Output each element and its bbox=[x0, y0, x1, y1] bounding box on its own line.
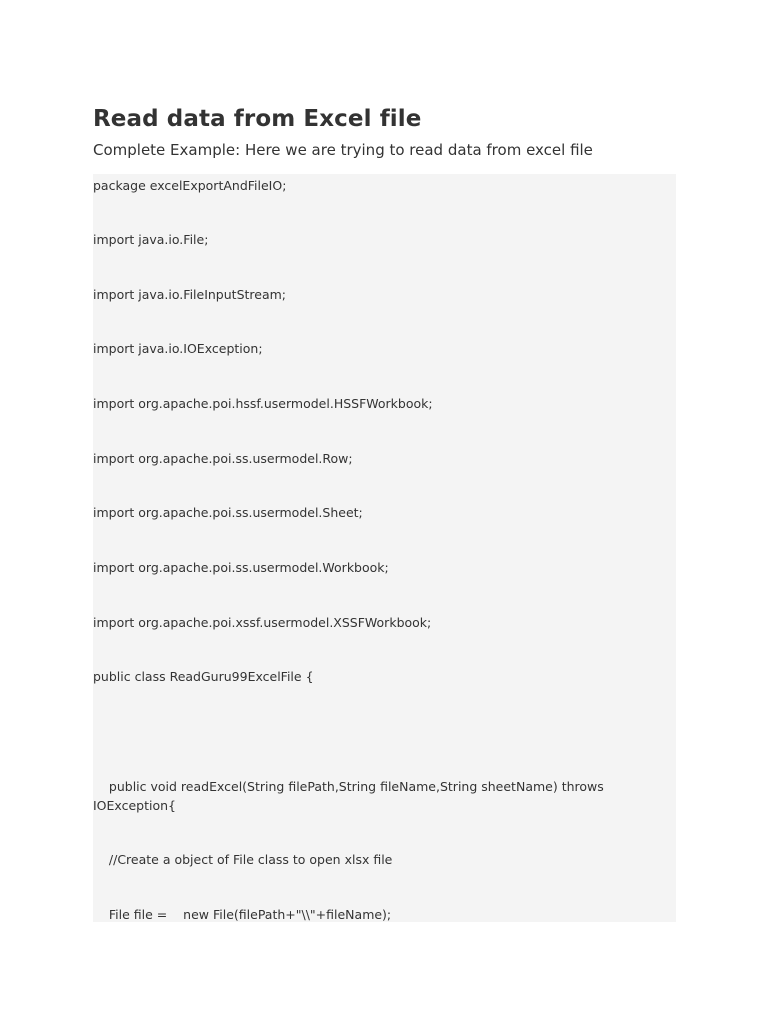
code-block bbox=[93, 174, 676, 922]
code-line: File file = new File(filePath+"\\"+fileName); bbox=[93, 907, 392, 922]
code-line: import org.apache.poi.ss.usermodel.Workbook; bbox=[93, 560, 389, 575]
code-line: public class ReadGuru99ExcelFile { bbox=[93, 669, 314, 684]
article-header bbox=[93, 103, 676, 161]
code-line: //Create a object of File class to open xlsx file bbox=[93, 852, 393, 867]
code-line: import java.io.File; bbox=[93, 232, 209, 247]
code-line: import java.io.FileInputStream; bbox=[93, 287, 287, 302]
code-line: public void readExcel(String filePath,String fileName,String sheetName) throws IOException{ bbox=[93, 779, 608, 813]
code-line: import org.apache.poi.ss.usermodel.Row; bbox=[93, 451, 353, 466]
code-line: import org.apache.poi.ss.usermodel.Sheet; bbox=[93, 505, 363, 520]
code-line: import org.apache.poi.hssf.usermodel.HSSFWorkbook; bbox=[93, 396, 433, 411]
code-line: package excelExportAndFileIO; bbox=[93, 178, 287, 193]
code-line: import java.io.IOException; bbox=[93, 341, 263, 356]
page-title: Read data from Excel file bbox=[93, 106, 422, 132]
page-subtitle: Complete Example: Here we are trying to read data from excel file bbox=[93, 141, 593, 159]
code-line: import org.apache.poi.xssf.usermodel.XSSFWorkbook; bbox=[93, 615, 432, 630]
